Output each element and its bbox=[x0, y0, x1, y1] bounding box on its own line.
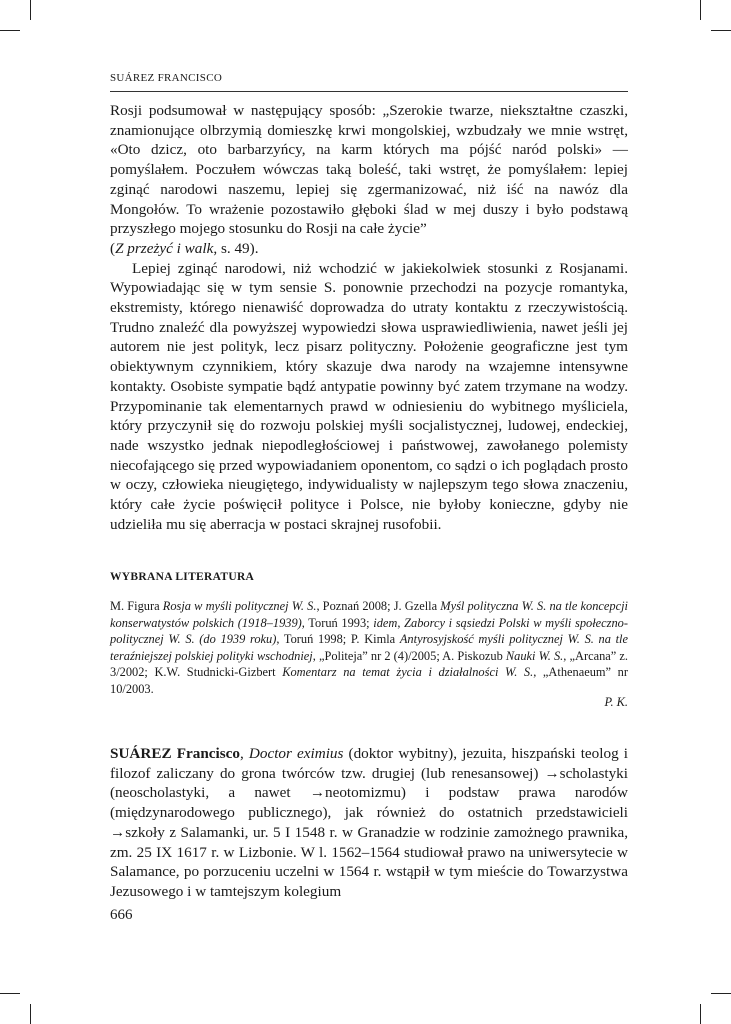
bibliography-segment: , „Athenaeum” nr 10/2003. bbox=[110, 665, 628, 696]
body-text bbox=[110, 101, 628, 534]
crop-mark-bottom-left-vertical bbox=[30, 1004, 31, 1024]
bibliography-segment: Myśl polityczna W. S. na tle koncepcji konserwatystów polskich (1918–1939) bbox=[110, 599, 628, 630]
citation-open: ( bbox=[110, 239, 116, 257]
bibliography-segment: , „Arcana” z. 3/2002; K.W. Studnicki-Gizbert bbox=[110, 648, 628, 680]
bibliography bbox=[110, 598, 628, 698]
citation-rest: , s. 49). bbox=[213, 239, 259, 257]
bibliography-segment: Rosja w myśli politycznej W. S. bbox=[162, 599, 317, 613]
page-number: 666 bbox=[110, 907, 133, 923]
entry-headword: SUÁREZ Francisco bbox=[110, 745, 240, 762]
bibliography-segment: Komentarz na temat życia i działalności W. S. bbox=[282, 665, 534, 680]
bibliography-segment: M. Figura bbox=[110, 599, 163, 613]
author-initials: P. K. bbox=[604, 695, 628, 709]
bibliography-segment: Nauki W. S. bbox=[505, 648, 564, 663]
bibliography-segment: , Toruń 1998; P. Kimla bbox=[276, 632, 400, 647]
paragraph-1 bbox=[110, 101, 628, 259]
encyclopedia-entry bbox=[110, 744, 628, 902]
citation-title: Z przeżyć i walk bbox=[115, 239, 214, 257]
bibliography-segment: , „Politeja” nr 2 (4)/2005; A. Piskozub bbox=[312, 648, 506, 663]
running-head: SUÁREZ FRANCISCO bbox=[110, 72, 223, 84]
crop-mark-top-right-horizontal bbox=[711, 30, 731, 31]
crop-mark-bottom-right-horizontal bbox=[711, 993, 731, 994]
crop-mark-top-left-vertical bbox=[30, 0, 31, 20]
entry-epithet: Doctor eximius bbox=[248, 745, 344, 762]
crop-mark-bottom-left-horizontal bbox=[0, 993, 20, 994]
crop-mark-top-right-vertical bbox=[700, 0, 701, 20]
bibliography-segment: , Poznań 2008; J. Gzella bbox=[316, 599, 441, 613]
crop-mark-top-left-horizontal bbox=[0, 30, 20, 31]
bibliography-segment: , bbox=[397, 615, 405, 630]
bibliography-segment: Zaborcy i sąsiedzi Polski w myśli społeczno-politycznej W. S. (do 1939 roku) bbox=[110, 615, 628, 647]
bibliography-segment: idem bbox=[373, 615, 398, 630]
bibliography-segment: , Toruń 1993; bbox=[301, 615, 374, 630]
crop-mark-bottom-right-vertical bbox=[700, 1004, 701, 1024]
bibliography-segment: Antyrosyjskość myśli politycznej W. S. na tle teraźniejszej polskiej polityki wschodniej bbox=[110, 632, 628, 663]
paragraph-2: Lepiej zginąć narodowi, niż wchodzić w jakiekolwiek stosunki z Rosjanami. Wypowiadając się w tym sensie S. ponownie przechodzi na pozycje romantyka, ekstremisty, którego nienawiść doprowadza do utraty kontaktu z rzeczywistością. Trudno znaleźć dla powyższej wypowiedzi słowa usprawiedliwienia, nawet jeśli jej autorem nie jest polityk, lecz pisarz polityczny. Położenie geograficzne jest tym obiektywnym czynnikiem, który skazuje dwa narody na wzajemne intensywne kontakty. Osobiste sympatie bądź antypatie powinny być zatem trzymane na wodzy. Przypominanie tak elementarnych prawd w odniesieniu do wybitnego myśliciela, który przyczynił się do rozwoju polskiej myśli socjalistycznej, ludowej, endeckiej, nade wszystko jednak niepodległościowej i państwowej, zawołanego polemisty niecofającego się przed wypowiadaniem oponentom, co sądzi o ich poglądach prosto w oczy, człowieka nieugiętego, indywidualisty w najlepszym tego słowa znaczeniu, który całe życie poświęcił polityce i Polsce, nie byłoby konieczne, gdyby nie udzieliła mu się aberracja w postaci skrajnej rusofobii. bbox=[110, 259, 628, 533]
entry-text: (doktor wybitny), jezuita, hiszpański teolog i filozof zaliczany do grona twórców tzw. drugiej (lub renesansowej) →scholastyki (neoscholastyki, a nawet →neotomizmu) i podstaw prawa narodów (międzynarodowego publicznego), jak również do ostatnich przedstawicieli →szkoły z Salamanki, ur. 5 I 1548 r. w Granadzie w rodzinie zamożnego prawnika, zm. 25 IX 1617 r. w Lizbonie. W l. 1562–1564 studiował prawo na uniwersytecie w Salamance, po porzuceniu uczelni w 1564 r. wstąpił w tym mieście do Towarzystwa Jezusowego i w tamtejszym kolegium bbox=[110, 745, 628, 900]
header-rule bbox=[110, 91, 628, 92]
paragraph-1-main: Rosji podsumował w następujący sposób: „Szerokie twarze, niekształtne czaszki, znamionujące olbrzymią domieszkę krwi mongolskiej, wzbudzały we mnie wstręt, «Oto dzicz, oto barbarzyńcy, na karm których ma pójść naród polski» — pomyślałem. Poczułem wówczas taką boleść, taki wstręt, że pomyślałem: lepiej zginąć narodowi naszemu, lepiej się zgermanizować, niż iść na nawóz dla Mongołów. To wrażenie pozostawiło głęboki ślad w mej duszy i było podstawą przyszłego mojego stosunku do Rosji na całe życie” bbox=[110, 102, 628, 238]
literature-heading: WYBRANA LITERATURA bbox=[110, 571, 255, 583]
entry-separator: , bbox=[239, 745, 249, 762]
